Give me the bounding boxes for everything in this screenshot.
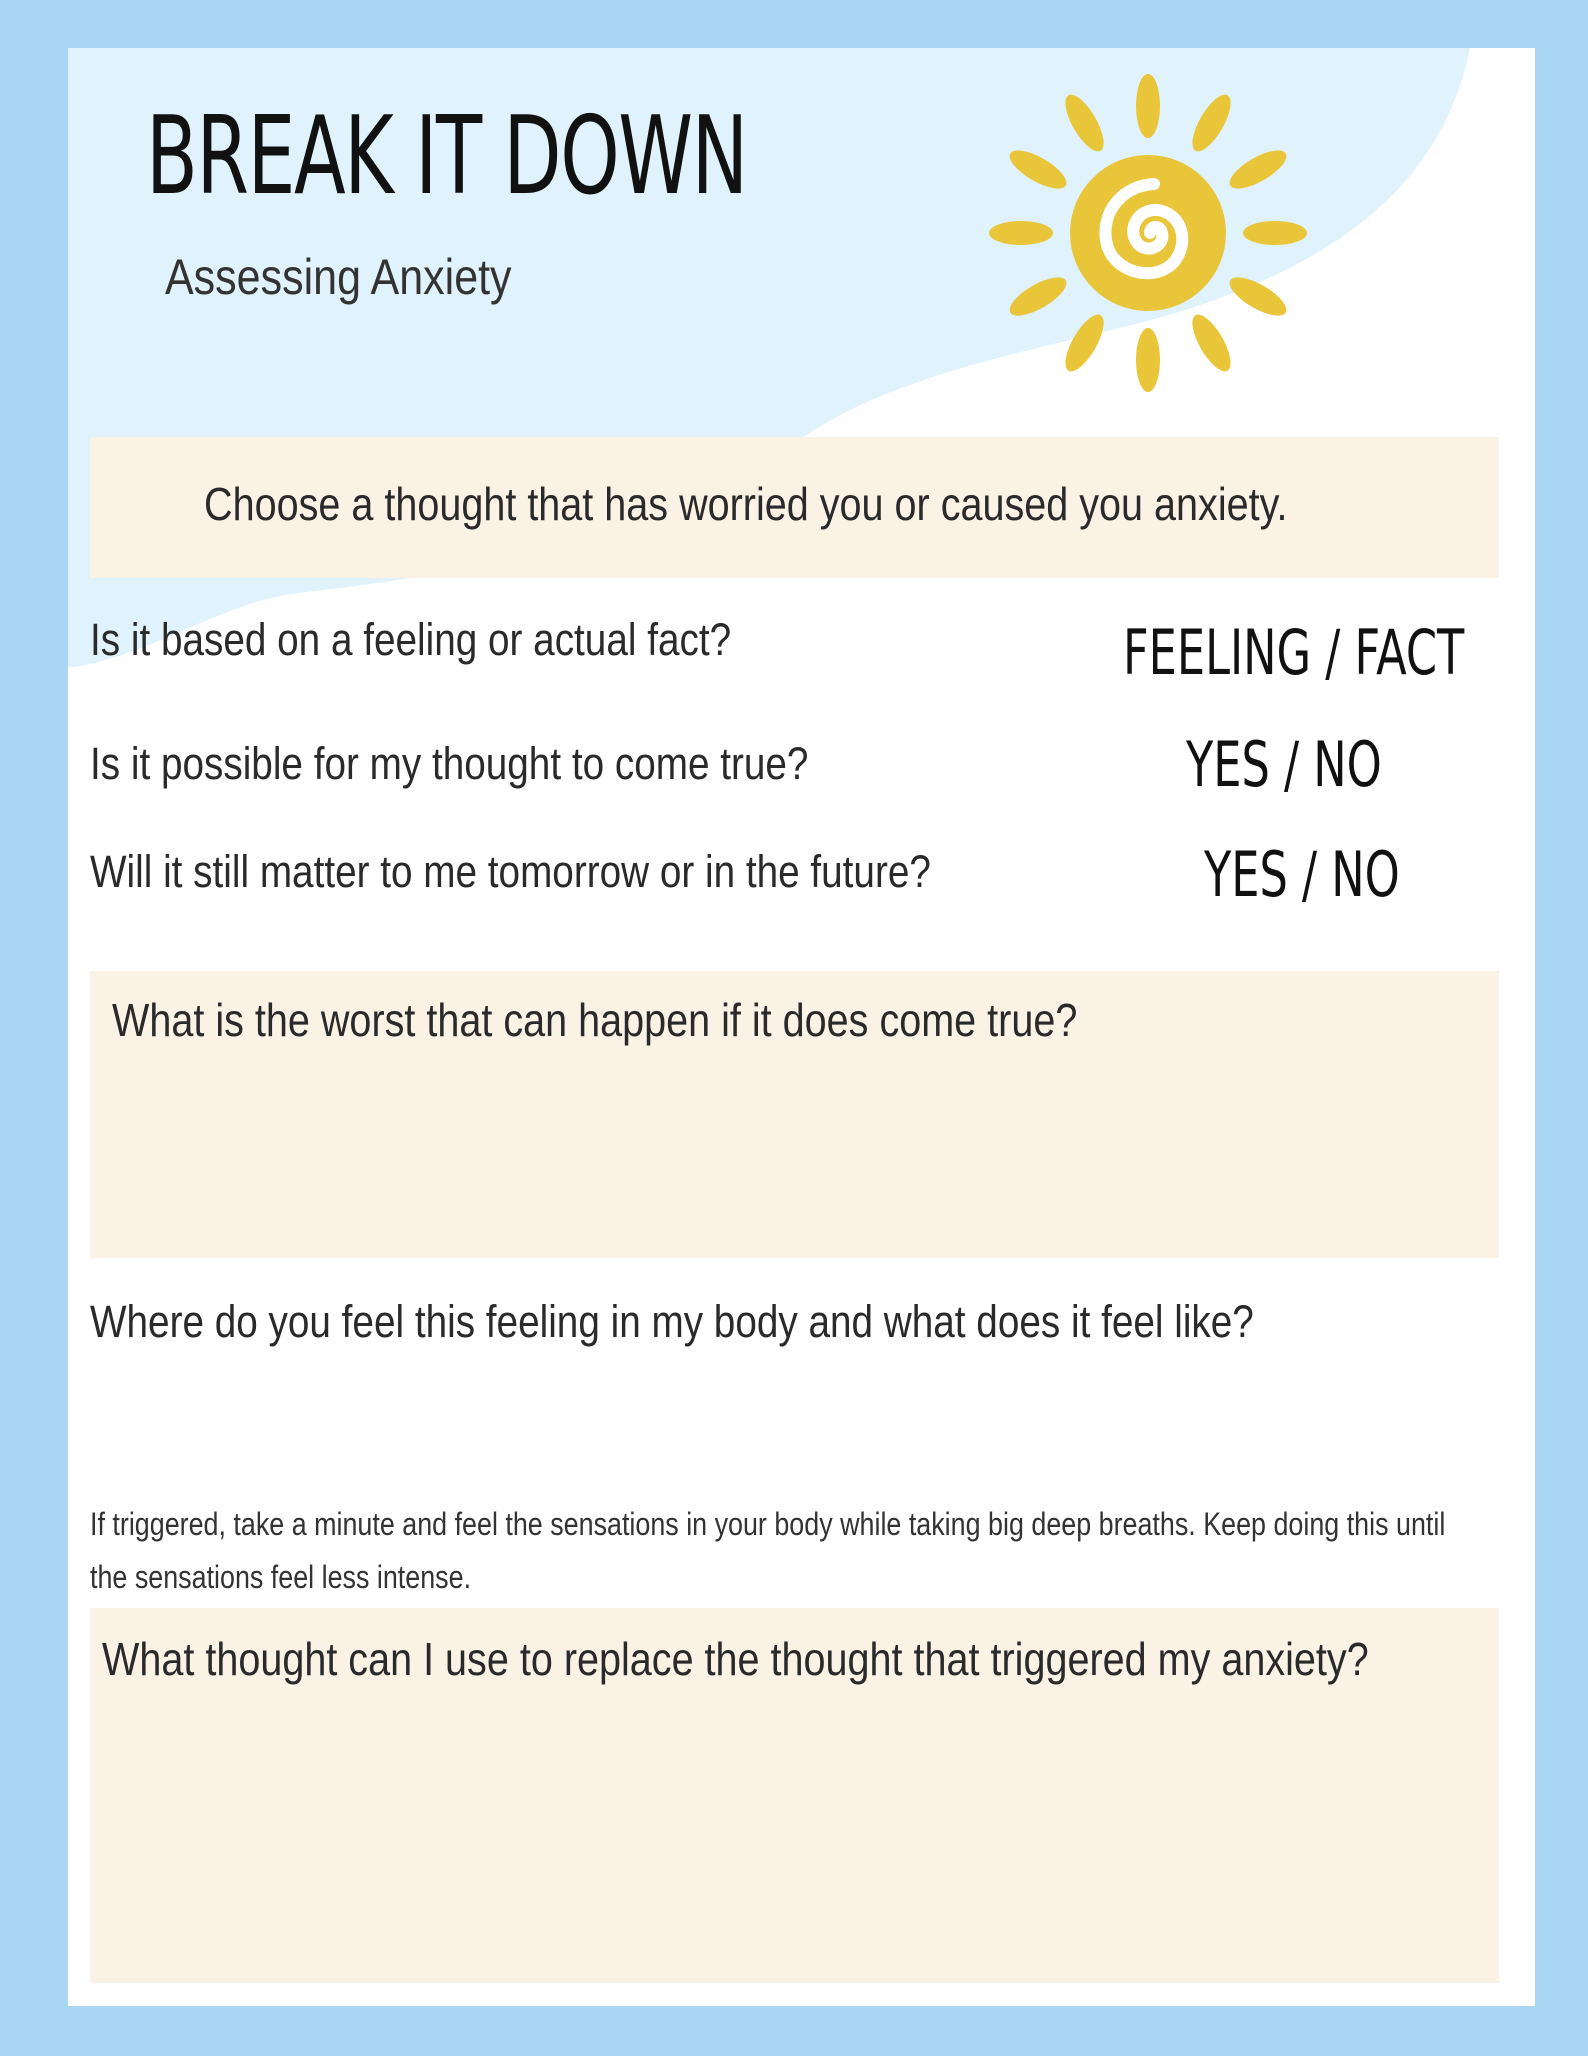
worksheet-title: BREAK IT DOWN: [146, 94, 747, 219]
answer-matter-future[interactable]: YES / NO: [1204, 838, 1400, 911]
question-matter-future: Will it still matter to me tomorrow or in the future?: [90, 846, 931, 897]
worst-case-box[interactable]: [90, 971, 1499, 1258]
answer-feeling-fact[interactable]: FEELING / FACT: [1123, 616, 1465, 689]
question-feeling-fact: Is it based on a feeling or actual fact?: [90, 614, 732, 665]
worst-case-prompt: What is the worst that can happen if it does come true?: [112, 994, 1078, 1046]
sun-icon: [968, 58, 1328, 418]
replace-thought-prompt: What thought can I use to replace the thought that triggered my anxiety?: [102, 1633, 1369, 1685]
answer-possible[interactable]: YES / NO: [1186, 728, 1382, 801]
worksheet-subtitle: Assessing Anxiety: [165, 249, 512, 305]
triggered-note: If triggered, take a minute and feel the sensations in your body while taking big deep breaths. Keep doing this until the sensations feel less intense.: [90, 1506, 1446, 1595]
body-feeling-answer-area[interactable]: [90, 1358, 1499, 1478]
replace-thought-box[interactable]: [90, 1608, 1499, 1983]
question-possible: Is it possible for my thought to come true?: [90, 738, 809, 789]
body-feeling-prompt: Where do you feel this feeling in my body and what does it feel like?: [90, 1296, 1254, 1347]
worksheet-page: [68, 48, 1535, 2006]
intro-prompt-box: [90, 437, 1499, 578]
intro-prompt: Choose a thought that has worried you or caused you anxiety.: [204, 478, 1288, 530]
